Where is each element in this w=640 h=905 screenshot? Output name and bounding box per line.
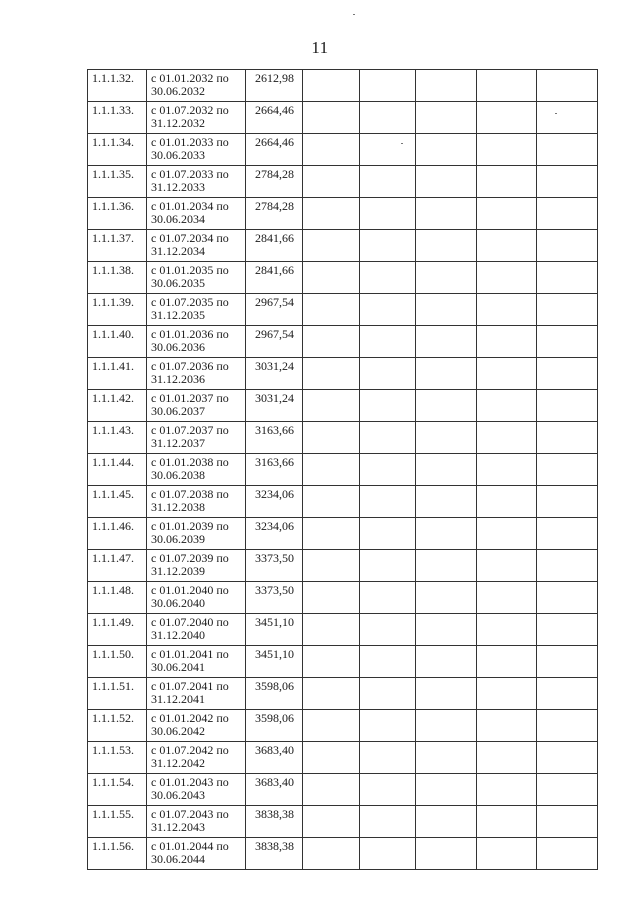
empty-cell (360, 614, 416, 646)
row-number-cell: 1.1.1.52. (88, 710, 147, 742)
value-cell: 3683,40 (246, 742, 303, 774)
empty-cell (360, 134, 416, 166)
page-number: 11 (311, 38, 329, 57)
period-to: 30.06.2035 (151, 276, 205, 290)
period-to: 31.12.2042 (151, 756, 205, 770)
period-to: 31.12.2038 (151, 500, 205, 514)
empty-cell (416, 262, 477, 294)
period-from: с 01.07.2032 по (151, 103, 229, 117)
empty-cell (537, 102, 598, 134)
empty-cell (537, 454, 598, 486)
period-from: с 01.01.2036 по (151, 327, 229, 341)
empty-cell (537, 838, 598, 870)
period-to: 31.12.2033 (151, 180, 205, 194)
period-cell (147, 134, 246, 166)
period-cell (147, 358, 246, 390)
empty-cell (360, 454, 416, 486)
empty-cell (477, 102, 537, 134)
row-number-cell: 1.1.1.46. (88, 518, 147, 550)
empty-cell (416, 326, 477, 358)
empty-cell (537, 422, 598, 454)
value-cell: 3451,10 (246, 614, 303, 646)
row-number-cell: 1.1.1.34. (88, 134, 147, 166)
row-number-cell: 1.1.1.48. (88, 582, 147, 614)
empty-cell (303, 614, 360, 646)
empty-cell (477, 134, 537, 166)
period-to: 31.12.2041 (151, 692, 205, 706)
empty-cell (477, 710, 537, 742)
period-from: с 01.07.2039 по (151, 551, 229, 565)
row-number-cell: 1.1.1.32. (88, 70, 147, 102)
table-row (88, 486, 598, 518)
empty-cell (360, 774, 416, 806)
period-from: с 01.01.2039 по (151, 519, 229, 533)
value-cell: 2841,66 (246, 230, 303, 262)
row-number-cell: 1.1.1.35. (88, 166, 147, 198)
empty-cell (416, 70, 477, 102)
table-row (88, 102, 598, 134)
period-cell (147, 614, 246, 646)
period-to: 31.12.2032 (151, 116, 205, 130)
empty-cell (537, 486, 598, 518)
empty-cell (477, 70, 537, 102)
period-from: с 01.01.2035 по (151, 263, 229, 277)
empty-cell (537, 710, 598, 742)
period-cell (147, 294, 246, 326)
empty-cell (303, 198, 360, 230)
empty-cell (360, 102, 416, 134)
empty-cell (537, 358, 598, 390)
period-cell (147, 838, 246, 870)
value-cell: 2664,46 (246, 134, 303, 166)
empty-cell (416, 134, 477, 166)
period-cell (147, 326, 246, 358)
period-cell (147, 198, 246, 230)
empty-cell (303, 742, 360, 774)
period-cell (147, 582, 246, 614)
period-cell (147, 710, 246, 742)
period-from: с 01.07.2037 по (151, 423, 229, 437)
empty-cell (416, 614, 477, 646)
value-cell: 2967,54 (246, 294, 303, 326)
period-from: с 01.07.2041 по (151, 679, 229, 693)
empty-cell (477, 262, 537, 294)
empty-cell (477, 230, 537, 262)
value-cell: 2664,46 (246, 102, 303, 134)
period-cell (147, 486, 246, 518)
empty-cell (477, 646, 537, 678)
empty-cell (303, 326, 360, 358)
empty-cell (537, 742, 598, 774)
period-to: 30.06.2034 (151, 212, 205, 226)
period-to: 30.06.2044 (151, 852, 205, 866)
row-number-cell: 1.1.1.42. (88, 390, 147, 422)
empty-cell (477, 198, 537, 230)
empty-cell (537, 70, 598, 102)
period-from: с 01.01.2034 по (151, 199, 229, 213)
row-number-cell: 1.1.1.36. (88, 198, 147, 230)
value-cell: 3031,24 (246, 358, 303, 390)
period-to: 30.06.2043 (151, 788, 205, 802)
period-to: 30.06.2038 (151, 468, 205, 482)
table-row (88, 390, 598, 422)
period-from: с 01.01.2040 по (151, 583, 229, 597)
empty-cell (477, 838, 537, 870)
period-cell (147, 646, 246, 678)
empty-cell (537, 550, 598, 582)
period-from: с 01.07.2038 по (151, 487, 229, 501)
table-row (88, 742, 598, 774)
empty-cell (416, 518, 477, 550)
period-cell (147, 806, 246, 838)
value-cell: 3683,40 (246, 774, 303, 806)
period-cell (147, 550, 246, 582)
period-to: 31.12.2040 (151, 628, 205, 642)
row-number-cell: 1.1.1.38. (88, 262, 147, 294)
empty-cell (416, 550, 477, 582)
empty-cell (537, 646, 598, 678)
value-cell: 2841,66 (246, 262, 303, 294)
empty-cell (477, 678, 537, 710)
period-from: с 01.07.2040 по (151, 615, 229, 629)
empty-cell (303, 454, 360, 486)
period-cell (147, 454, 246, 486)
period-from: с 01.01.2038 по (151, 455, 229, 469)
value-cell: 2612,98 (246, 70, 303, 102)
period-to: 31.12.2034 (151, 244, 205, 258)
empty-cell (537, 774, 598, 806)
row-number-cell: 1.1.1.54. (88, 774, 147, 806)
empty-cell (477, 486, 537, 518)
period-cell (147, 166, 246, 198)
empty-cell (537, 134, 598, 166)
table-row (88, 806, 598, 838)
table-row (88, 678, 598, 710)
table-row (88, 454, 598, 486)
empty-cell (360, 390, 416, 422)
empty-cell (303, 262, 360, 294)
empty-cell (416, 454, 477, 486)
period-from: с 01.01.2043 по (151, 775, 229, 789)
value-cell: 2967,54 (246, 326, 303, 358)
empty-cell (303, 518, 360, 550)
empty-cell (477, 582, 537, 614)
period-from: с 01.01.2044 по (151, 839, 229, 853)
row-number-cell: 1.1.1.49. (88, 614, 147, 646)
empty-cell (303, 294, 360, 326)
empty-cell (537, 166, 598, 198)
empty-cell (416, 230, 477, 262)
period-from: с 01.07.2042 по (151, 743, 229, 757)
empty-cell (303, 230, 360, 262)
row-number-cell: 1.1.1.51. (88, 678, 147, 710)
row-number-cell: 1.1.1.39. (88, 294, 147, 326)
empty-cell (360, 294, 416, 326)
scan-speck (353, 14, 355, 15)
value-cell: 3598,06 (246, 710, 303, 742)
row-number-cell: 1.1.1.55. (88, 806, 147, 838)
table-row (88, 838, 598, 870)
empty-cell (416, 102, 477, 134)
table-row (88, 134, 598, 166)
empty-cell (537, 806, 598, 838)
empty-cell (416, 390, 477, 422)
period-to: 31.12.2039 (151, 564, 205, 578)
empty-cell (416, 742, 477, 774)
period-from: с 01.07.2034 по (151, 231, 229, 245)
table-row (88, 358, 598, 390)
empty-cell (303, 102, 360, 134)
period-to: 30.06.2039 (151, 532, 205, 546)
value-cell: 3451,10 (246, 646, 303, 678)
table-row (88, 230, 598, 262)
empty-cell (303, 710, 360, 742)
value-cell: 3838,38 (246, 806, 303, 838)
empty-cell (360, 326, 416, 358)
row-number-cell: 1.1.1.41. (88, 358, 147, 390)
empty-cell (360, 806, 416, 838)
empty-cell (360, 518, 416, 550)
empty-cell (303, 550, 360, 582)
empty-cell (477, 294, 537, 326)
row-number-cell: 1.1.1.50. (88, 646, 147, 678)
period-from: с 01.07.2033 по (151, 167, 229, 181)
empty-cell (416, 774, 477, 806)
empty-cell (477, 614, 537, 646)
empty-cell (360, 582, 416, 614)
period-cell (147, 102, 246, 134)
empty-cell (303, 582, 360, 614)
period-to: 31.12.2043 (151, 820, 205, 834)
table-row (88, 326, 598, 358)
period-from: с 01.01.2037 по (151, 391, 229, 405)
empty-cell (477, 358, 537, 390)
empty-cell (303, 806, 360, 838)
empty-cell (537, 678, 598, 710)
empty-cell (477, 166, 537, 198)
table-row (88, 70, 598, 102)
empty-cell (303, 390, 360, 422)
empty-cell (303, 486, 360, 518)
period-to: 30.06.2037 (151, 404, 205, 418)
empty-cell (537, 262, 598, 294)
empty-cell (360, 486, 416, 518)
value-cell: 3373,50 (246, 550, 303, 582)
empty-cell (303, 646, 360, 678)
period-from: с 01.01.2033 по (151, 135, 229, 149)
table-row (88, 614, 598, 646)
empty-cell (416, 486, 477, 518)
empty-cell (477, 390, 537, 422)
empty-cell (303, 134, 360, 166)
table-row (88, 294, 598, 326)
period-cell (147, 742, 246, 774)
period-from: с 01.07.2043 по (151, 807, 229, 821)
period-to: 30.06.2041 (151, 660, 205, 674)
empty-cell (416, 678, 477, 710)
table-row (88, 582, 598, 614)
row-number-cell: 1.1.1.56. (88, 838, 147, 870)
empty-cell (416, 358, 477, 390)
empty-cell (303, 166, 360, 198)
empty-cell (360, 70, 416, 102)
empty-cell (303, 774, 360, 806)
empty-cell (360, 838, 416, 870)
empty-cell (537, 390, 598, 422)
empty-cell (416, 806, 477, 838)
row-number-cell: 1.1.1.40. (88, 326, 147, 358)
table-row (88, 198, 598, 230)
empty-cell (360, 742, 416, 774)
empty-cell (537, 294, 598, 326)
empty-cell (303, 678, 360, 710)
empty-cell (477, 518, 537, 550)
value-cell: 3031,24 (246, 390, 303, 422)
empty-cell (537, 614, 598, 646)
empty-cell (537, 326, 598, 358)
row-number-cell: 1.1.1.43. (88, 422, 147, 454)
empty-cell (416, 166, 477, 198)
table-row (88, 646, 598, 678)
period-from: с 01.01.2042 по (151, 711, 229, 725)
period-cell (147, 390, 246, 422)
empty-cell (416, 582, 477, 614)
empty-cell (537, 230, 598, 262)
empty-cell (477, 806, 537, 838)
period-cell (147, 422, 246, 454)
empty-cell (416, 198, 477, 230)
empty-cell (360, 646, 416, 678)
empty-cell (360, 550, 416, 582)
empty-cell (360, 230, 416, 262)
empty-cell (416, 838, 477, 870)
table-row (88, 518, 598, 550)
period-to: 31.12.2035 (151, 308, 205, 322)
table-row (88, 422, 598, 454)
value-cell: 3234,06 (246, 518, 303, 550)
period-to: 30.06.2036 (151, 340, 205, 354)
period-to: 30.06.2042 (151, 724, 205, 738)
period-from: с 01.07.2036 по (151, 359, 229, 373)
period-cell (147, 70, 246, 102)
row-number-cell: 1.1.1.33. (88, 102, 147, 134)
period-to: 30.06.2040 (151, 596, 205, 610)
period-cell (147, 774, 246, 806)
row-number-cell: 1.1.1.45. (88, 486, 147, 518)
period-cell (147, 262, 246, 294)
empty-cell (477, 326, 537, 358)
value-cell: 2784,28 (246, 198, 303, 230)
empty-cell (360, 358, 416, 390)
row-number-cell: 1.1.1.47. (88, 550, 147, 582)
table-row (88, 550, 598, 582)
value-cell: 3838,38 (246, 838, 303, 870)
empty-cell (416, 646, 477, 678)
value-cell: 3163,66 (246, 454, 303, 486)
table-row (88, 166, 598, 198)
empty-cell (477, 454, 537, 486)
empty-cell (360, 198, 416, 230)
empty-cell (537, 198, 598, 230)
period-to: 30.06.2033 (151, 148, 205, 162)
period-from: с 01.01.2032 по (151, 71, 229, 85)
row-number-cell: 1.1.1.44. (88, 454, 147, 486)
empty-cell (477, 422, 537, 454)
period-cell (147, 678, 246, 710)
empty-cell (477, 742, 537, 774)
row-number-cell: 1.1.1.53. (88, 742, 147, 774)
empty-cell (477, 550, 537, 582)
period-to: 31.12.2036 (151, 372, 205, 386)
empty-cell (303, 422, 360, 454)
period-cell (147, 518, 246, 550)
period-from: с 01.01.2041 по (151, 647, 229, 661)
empty-cell (477, 774, 537, 806)
row-number-cell: 1.1.1.37. (88, 230, 147, 262)
period-to: 31.12.2037 (151, 436, 205, 450)
empty-cell (537, 582, 598, 614)
empty-cell (360, 710, 416, 742)
table-row (88, 710, 598, 742)
empty-cell (537, 518, 598, 550)
empty-cell (360, 262, 416, 294)
value-cell: 3234,06 (246, 486, 303, 518)
empty-cell (303, 838, 360, 870)
empty-cell (360, 166, 416, 198)
value-cell: 2784,28 (246, 166, 303, 198)
table-row (88, 774, 598, 806)
empty-cell (416, 294, 477, 326)
period-to: 30.06.2032 (151, 84, 205, 98)
table-row (88, 262, 598, 294)
table-body (88, 70, 598, 870)
period-cell (147, 230, 246, 262)
empty-cell (416, 422, 477, 454)
empty-cell (416, 710, 477, 742)
tariff-table (87, 69, 598, 870)
value-cell: 3598,06 (246, 678, 303, 710)
empty-cell (360, 422, 416, 454)
empty-cell (360, 678, 416, 710)
value-cell: 3163,66 (246, 422, 303, 454)
empty-cell (303, 70, 360, 102)
period-from: с 01.07.2035 по (151, 295, 229, 309)
value-cell: 3373,50 (246, 582, 303, 614)
empty-cell (303, 358, 360, 390)
